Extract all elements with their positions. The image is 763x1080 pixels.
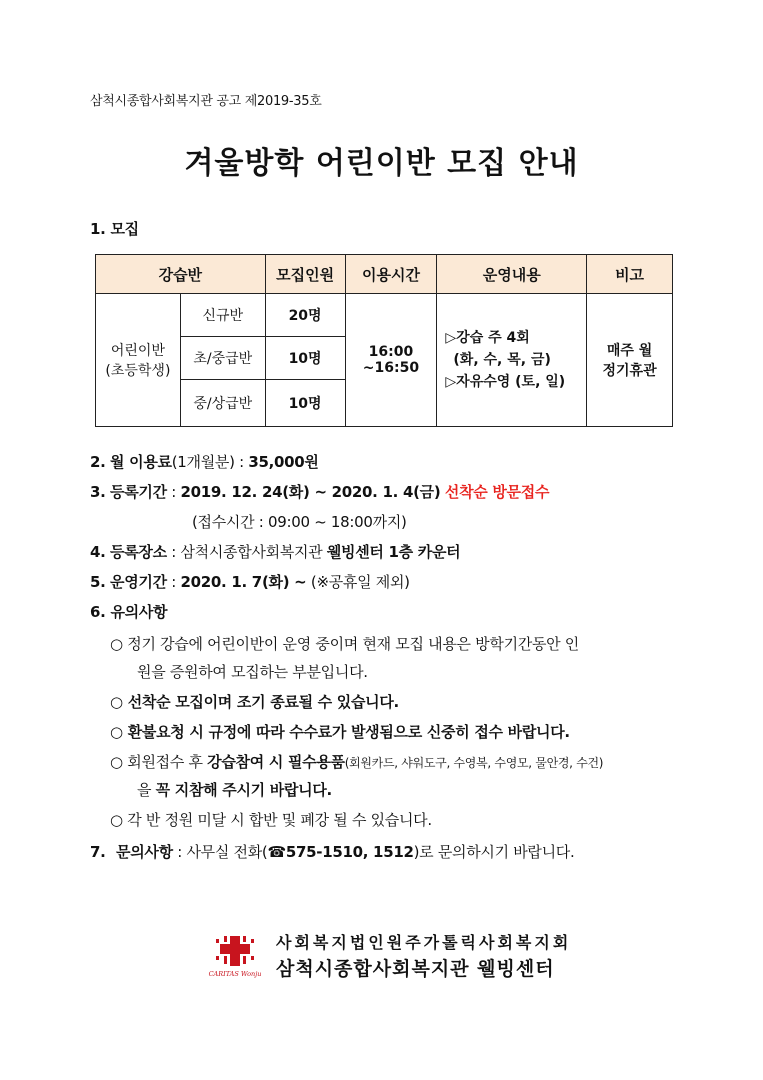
section-number: 5. bbox=[90, 573, 106, 591]
note-item: ○ 선착순 모집이며 조기 종료될 수 있습니다. bbox=[110, 693, 399, 711]
note-text-bold: 꼭 지참해 주시기 바랍니다. bbox=[155, 781, 332, 799]
reception-hours: (접수시간 : 09:00 ~ 18:00까지) bbox=[192, 513, 407, 531]
fee-period: (1개월분) bbox=[171, 453, 235, 471]
note-item: ○ 정기 강습에 어린이반이 운영 중이며 현재 모집 내용은 방학기간동안 인 bbox=[110, 635, 579, 653]
recruitment-table bbox=[95, 254, 673, 427]
time-end: ~16:50 bbox=[362, 360, 420, 376]
section-number: 2. bbox=[90, 453, 106, 471]
note-item: ○ 각 반 정원 미달 시 합반 및 폐강 될 수 있습니다. bbox=[110, 811, 432, 829]
section-number: 6. bbox=[90, 603, 106, 621]
location-plain: 삼척시종합사회복지관 bbox=[180, 543, 327, 561]
phone-number: ☎575-1510, 1512 bbox=[267, 843, 414, 861]
footer-organization: 사회복지법인원주가톨릭사회복지회 bbox=[276, 933, 572, 952]
note-cell bbox=[587, 294, 673, 427]
table-row bbox=[96, 294, 673, 337]
note-line-2: 정기휴관 bbox=[602, 363, 657, 379]
separator: : bbox=[166, 483, 181, 501]
group-name: 어린이반 bbox=[110, 343, 165, 359]
time-cell bbox=[345, 294, 437, 427]
header-capacity: 모집인원 bbox=[265, 255, 345, 294]
time-start: 16:00 bbox=[368, 344, 414, 360]
section-4-location bbox=[90, 541, 460, 562]
separator: : bbox=[166, 543, 181, 561]
content-cell bbox=[437, 294, 587, 427]
fee-value: 35,000원 bbox=[248, 453, 319, 471]
level-cell: 초/중급반 bbox=[180, 337, 265, 380]
table-header-row bbox=[96, 255, 673, 294]
section-label: 유의사항 bbox=[110, 603, 168, 621]
section-6-heading bbox=[90, 601, 167, 622]
note-item-continued bbox=[137, 779, 332, 800]
header-class: 강습반 bbox=[96, 255, 266, 294]
count-cell: 10명 bbox=[265, 337, 345, 380]
note-item-continued: 원을 증원하여 모집하는 부분입니다. bbox=[137, 663, 368, 681]
section-label: 등록기간 bbox=[110, 483, 167, 501]
section-5-period bbox=[90, 571, 410, 592]
operation-period: 2020. 1. 7(화) ~ bbox=[180, 573, 307, 591]
section-number: 4. bbox=[90, 543, 106, 561]
note-item bbox=[110, 751, 603, 772]
section-label: 등록장소 bbox=[110, 543, 167, 561]
content-lesson: ▷강습 주 4회 bbox=[445, 330, 530, 346]
caritas-cross-icon bbox=[216, 936, 254, 966]
holiday-note: (※공휴일 제외) bbox=[310, 573, 410, 591]
first-come-notice: 선착순 방문접수 bbox=[444, 483, 550, 501]
section-label: 월 이용료 bbox=[110, 453, 172, 471]
content-free-swim: ▷자유수영 (토, 일) bbox=[445, 374, 566, 390]
section-3-registration bbox=[90, 481, 549, 502]
required-items-label: 강습참여 시 필수용품 bbox=[207, 753, 345, 771]
section-label: 모집 bbox=[110, 220, 139, 238]
note-text: ○ 회원접수 후 bbox=[110, 753, 208, 771]
footer-center-name: 삼척시종합사회복지관 웰빙센터 bbox=[276, 958, 555, 980]
registration-period: 2019. 12. 24(화) ~ 2020. 1. 4(금) bbox=[180, 483, 441, 501]
required-items-list: (회원카드, 샤워도구, 수영복, 수영모, 물안경, 수건) bbox=[344, 756, 604, 770]
count-cell: 10명 bbox=[265, 380, 345, 427]
group-target: (초등학생) bbox=[105, 363, 171, 379]
section-1-heading bbox=[90, 218, 139, 239]
level-cell: 중/상급반 bbox=[180, 380, 265, 427]
section-label: 운영기간 bbox=[110, 573, 167, 591]
section-label: 문의사항 bbox=[116, 843, 173, 861]
note-item: ○ 환불요청 시 규정에 따라 수수료가 발생됨으로 신중히 접수 바랍니다. bbox=[110, 723, 570, 741]
level-cell: 신규반 bbox=[180, 294, 265, 337]
section-number: 1. bbox=[90, 220, 106, 238]
separator: : bbox=[166, 573, 181, 591]
header-time: 이용시간 bbox=[345, 255, 437, 294]
group-cell bbox=[96, 294, 181, 427]
section-number: 7. bbox=[90, 843, 106, 861]
section-2-fee bbox=[90, 451, 319, 472]
content-days: (화, 수, 목, 금) bbox=[453, 352, 551, 368]
logo-text: CARITAS Wonju bbox=[208, 970, 262, 978]
page-title: 겨울방학 어린이반 모집 안내 bbox=[184, 146, 579, 181]
section-7-contact bbox=[90, 841, 574, 862]
contact-text: 사무실 전화( bbox=[186, 843, 268, 861]
caritas-logo bbox=[208, 934, 262, 978]
header-note: 비고 bbox=[587, 255, 673, 294]
note-line-1: 매주 월 bbox=[606, 343, 653, 359]
header-content: 운영내용 bbox=[437, 255, 587, 294]
notice-number: 삼척시종합사회복지관 공고 제2019-35호 bbox=[90, 94, 322, 109]
section-number: 3. bbox=[90, 483, 106, 501]
location-bold: 웰빙센터 1층 카운터 bbox=[326, 543, 461, 561]
separator: : bbox=[234, 453, 249, 471]
note-text: 을 bbox=[137, 781, 156, 799]
separator: : bbox=[172, 843, 187, 861]
contact-text: )로 문의하시기 바랍니다. bbox=[413, 843, 575, 861]
count-cell: 20명 bbox=[265, 294, 345, 337]
